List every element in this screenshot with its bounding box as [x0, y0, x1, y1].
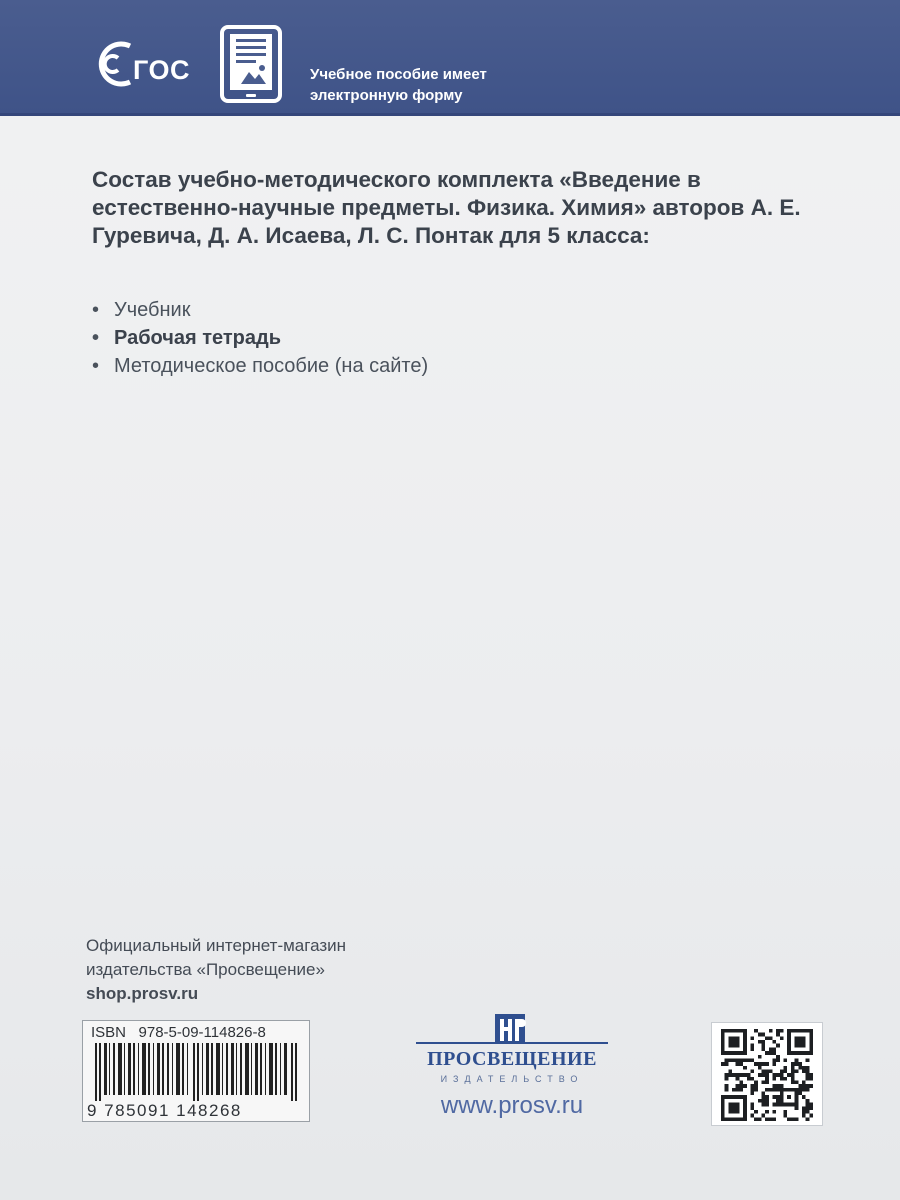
kit-list [92, 296, 428, 380]
barcode-digits: 9 785091 148268 [87, 1101, 242, 1120]
eform-note [310, 64, 487, 106]
list-item: • Учебник [92, 296, 428, 324]
fgos-label: ГОС [133, 55, 190, 85]
publisher-name: ПРОСВЕЩЕНИЕ [427, 1048, 597, 1070]
publisher-subtitle: ИЗДАТЕЛЬСТВО [440, 1074, 584, 1084]
publisher-url-link[interactable]: www.prosv.ru [440, 1092, 584, 1119]
qr-code-icon [720, 1029, 814, 1121]
header-band [0, 0, 900, 116]
publisher-rule [416, 1042, 608, 1044]
publisher-logo [416, 1012, 608, 1122]
kit-heading: Состав учебно-методического комплекта «Введение в естественно-научные предметы. Физика. Химия» авторов А. Е. Гуревича, Д. А. Исаева, Л. С. Понтак для 5 класса: [92, 167, 801, 248]
tablet-icon [219, 24, 283, 104]
shop-info [86, 934, 346, 1006]
shop-line-2: издательства «Просвещение» [86, 960, 325, 979]
publisher-emblem-icon [493, 1012, 527, 1046]
qr-code[interactable] [711, 1022, 823, 1126]
barcode-icon [91, 1043, 303, 1101]
list-item: • Рабочая тетрадь [92, 324, 428, 352]
shop-url-link[interactable]: shop.prosv.ru [86, 984, 199, 1003]
isbn-number: ISBN 978-5-09-114826-8 [91, 1024, 266, 1041]
isbn-barcode [82, 1020, 310, 1122]
eform-line-2: электронную форму [310, 87, 463, 104]
list-item: • Методическое пособие (на сайте) [92, 352, 428, 380]
eform-line-1: Учебное пособие имеет [310, 66, 487, 83]
shop-line-1: Официальный интернет-магазин [86, 936, 347, 955]
